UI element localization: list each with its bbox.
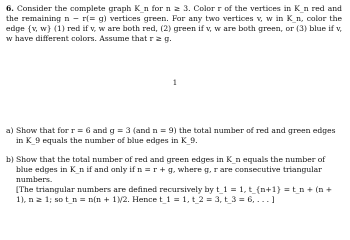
part-b-paragraph bbox=[6, 155, 342, 185]
page-number: 1 bbox=[172, 79, 178, 87]
part-a bbox=[6, 126, 342, 146]
part-b-label: b) bbox=[6, 155, 14, 164]
part-a-label: a) bbox=[6, 126, 14, 135]
question-intro-text: Consider the complete graph K_n for n ≥ 3. Color r of the vertices in K_n red and the remaining n − r(= g) vertices green. For any two vertices v, w in K_n, color the edge {v, w} (1) red if v, w are both red, (2) green if v, w are both green, or (3) blue if v, w have different colors. Assume that r ≥ g. bbox=[6, 4, 342, 43]
question-paragraph bbox=[6, 4, 342, 44]
triangular-number-note: [The triangular numbers are defined recursively by t_1 = 1, t_{n+1} = t_n + (n + 1), n ≥ 1; so t_n = n(n + 1)/2. Hence t_1 = 1, t_2 = 3, t_3 = 6, . . . ] bbox=[16, 185, 333, 204]
part-b-text: Show that the total number of red and green edges in K_n equals the number of blue edges in K_n if and only if n = r + g, where g, r are consecutive triangular numbers. bbox=[16, 155, 326, 184]
part-b bbox=[6, 155, 342, 205]
part-a-paragraph bbox=[6, 126, 342, 146]
question-intro bbox=[6, 4, 342, 44]
question-number: 6. bbox=[6, 4, 14, 13]
part-a-text: Show that for r = 6 and g = 3 (and n = 9) the total number of red and green edges in K_9 equals the number of blue edges in K_9. bbox=[16, 126, 336, 145]
